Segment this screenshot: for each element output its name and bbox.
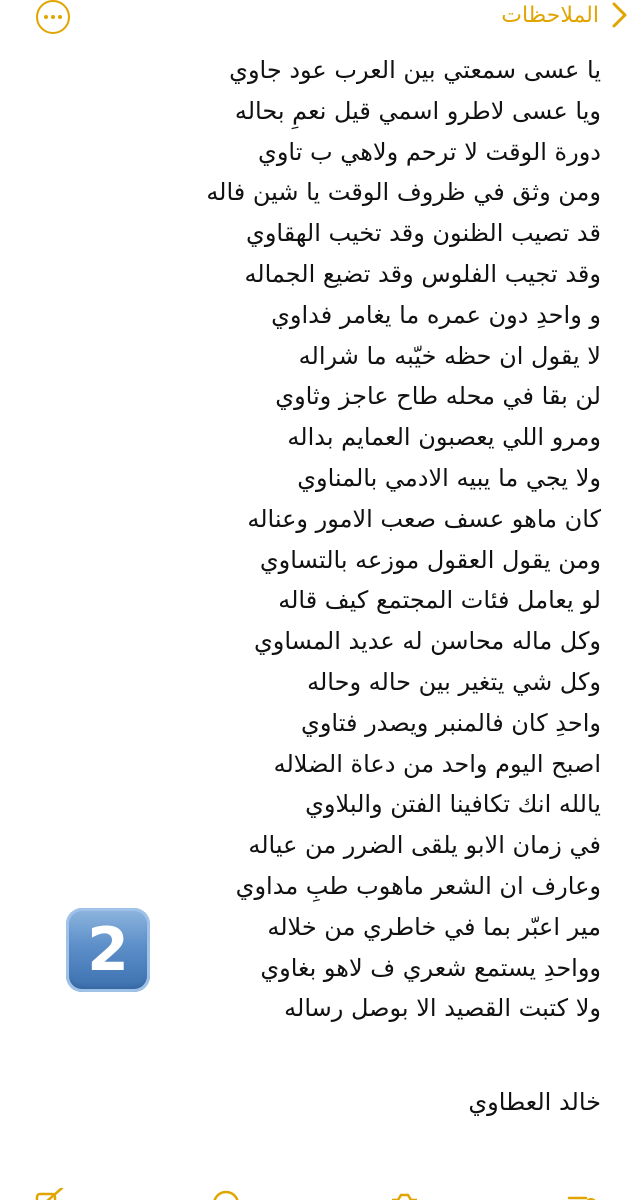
note-line: ويا عسى لاطرو اسمي قيل نعمِ بحاله xyxy=(234,96,601,125)
note-line: واحدِ كان فالمنبر ويصدر فتاوي xyxy=(301,708,601,737)
keycap-two-emoji xyxy=(66,908,150,992)
keycap-digit: 2 xyxy=(87,915,129,985)
note-line: ومن يقول العقول موزعه بالتساوي xyxy=(259,545,601,574)
back-label: الملاحظات xyxy=(501,2,599,28)
note-line: يالله انك تكافينا الفتن والبلاوي xyxy=(305,790,601,819)
note-line: وقد تجيب الفلوس وقد تضيع الجماله xyxy=(244,259,601,288)
note-body[interactable] xyxy=(181,50,601,1029)
note-line: قد تصيب الظنون وقد تخيب الهقاوي xyxy=(246,219,601,248)
note-line: وواحدِ يستمع شعري ف لاهو بغاوي xyxy=(260,953,601,982)
note-line: ولا كتبت القصيد الا بوصل رساله xyxy=(284,994,601,1023)
ellipsis-icon xyxy=(44,15,62,19)
note-line: ومن وثق في ظروف الوقت يا شين فاله xyxy=(206,178,601,207)
note-line: مير اعبّر بما في خاطري من خلاله xyxy=(267,912,601,941)
compose-icon[interactable] xyxy=(34,1188,66,1200)
note-line: ولا يجي ما يبيه الادمي بالمناوي xyxy=(297,463,601,492)
note-line: يا عسى سمعتي بين العرب عود جاوي xyxy=(229,56,601,84)
edit-checklist-icon[interactable] xyxy=(566,1188,598,1200)
note-line: كان ماهو عسف صعب الامور وعناله xyxy=(247,504,601,533)
note-line: لو يعامل فئات المجتمع كيف قاله xyxy=(278,586,601,615)
note-line: و واحدِ دون عمره ما يغامر فداوي xyxy=(271,300,601,329)
note-line: في زمان الابو يلقى الضرر من عياله xyxy=(248,831,601,860)
note-line: وعارف ان الشعر ماهوب طبِ مداوي xyxy=(235,871,601,900)
bottom-toolbar xyxy=(0,1184,643,1200)
note-line: لن بقا في محله طاح عاجز وثاوي xyxy=(275,382,601,411)
note-line: دورة الوقت لا ترحم ولاهي ب تاوي xyxy=(258,137,601,166)
note-line: ومرو اللي يعصبون العمايم بداله xyxy=(287,423,601,452)
chevron-right-icon xyxy=(609,0,631,30)
note-signature: خالد العطاوي xyxy=(468,1088,601,1116)
compass-icon[interactable] xyxy=(210,1188,242,1200)
camera-icon[interactable] xyxy=(388,1188,420,1200)
note-line: وكل ماله محاسن له عديد المساوي xyxy=(253,627,601,656)
note-line: لا يقول ان حظه خيّبه ما شراله xyxy=(298,341,601,370)
note-line: وكل شي يتغير بين حاله وحاله xyxy=(307,667,601,696)
more-options-button[interactable] xyxy=(36,0,70,34)
back-button[interactable] xyxy=(501,0,631,30)
note-line: اصبح اليوم واحد من دعاة الضلاله xyxy=(273,749,601,778)
